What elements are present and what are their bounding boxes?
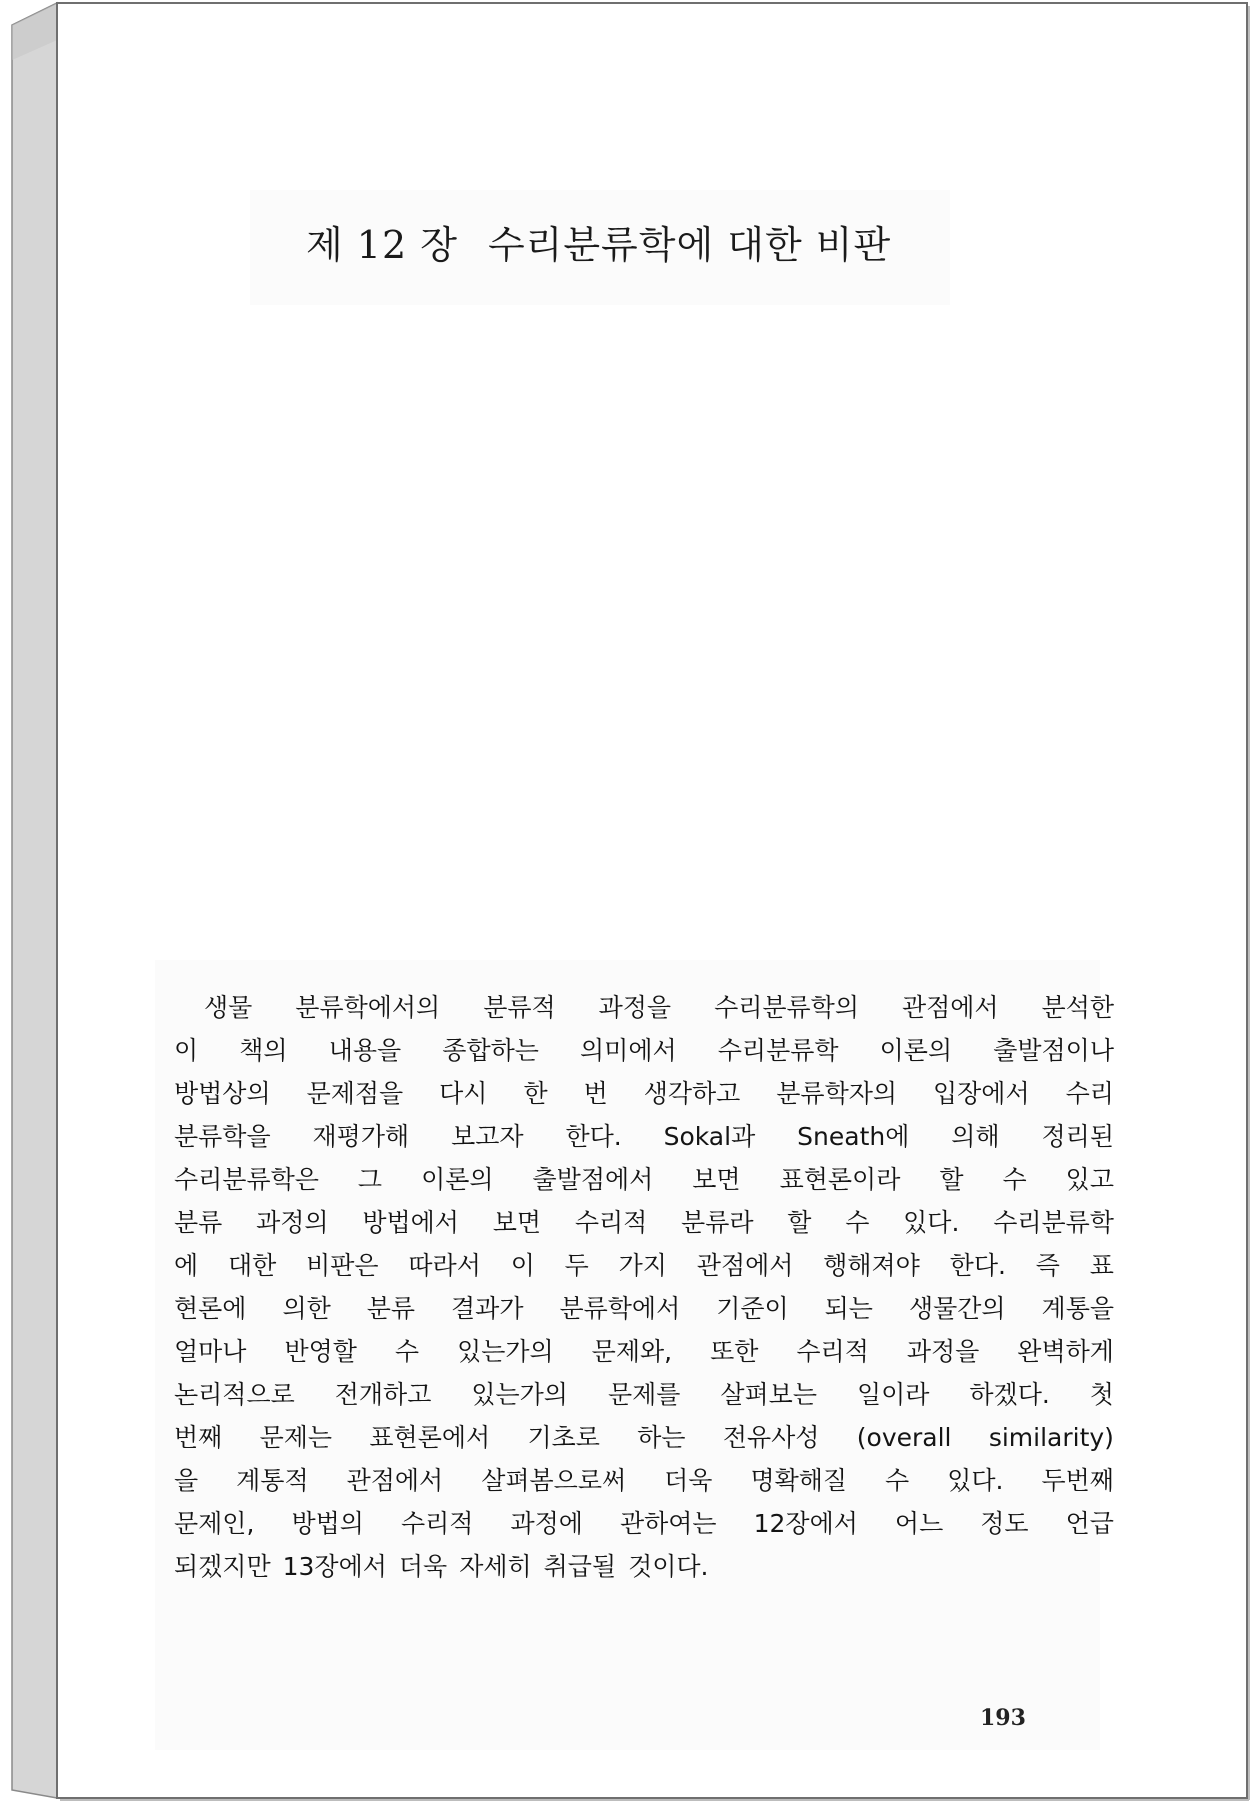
word: 취급될	[543, 1552, 617, 1581]
word: 할	[787, 1208, 812, 1237]
word: 관점에서	[696, 1251, 794, 1280]
word: 관점에서	[346, 1466, 444, 1495]
text-line	[174, 1373, 1114, 1416]
chapter-title-text: 수리분류학에 대한 비판	[487, 223, 892, 267]
word: 분류	[174, 1208, 223, 1237]
word: 문제는	[259, 1423, 333, 1452]
word: 수리분류학의	[714, 993, 859, 1022]
word: 반영할	[284, 1337, 357, 1366]
word: similarity)	[988, 1423, 1114, 1452]
word: 생물	[204, 993, 253, 1022]
word: Sokal과	[663, 1122, 756, 1151]
word: 분류적	[483, 993, 556, 1022]
word: 이론의	[879, 1036, 953, 1065]
word: 것이다.	[628, 1552, 709, 1581]
word: 번	[583, 1079, 608, 1108]
word: 완벽하게	[1017, 1337, 1114, 1366]
word: 명확해질	[750, 1466, 848, 1495]
word: 13장에서	[282, 1552, 387, 1581]
word: 수리분류학	[993, 1208, 1114, 1237]
word: 에	[174, 1251, 199, 1280]
word: 표현론에서	[369, 1423, 491, 1452]
word: 문제점을	[306, 1079, 404, 1108]
word: 과정을	[598, 993, 672, 1022]
word: 다시	[439, 1079, 488, 1108]
word: 과정의	[256, 1208, 329, 1237]
word: 하는	[637, 1423, 686, 1452]
word: Sneath에	[797, 1122, 910, 1151]
word: 분류학을	[174, 1122, 271, 1151]
word: 하겠다.	[969, 1380, 1050, 1409]
word: 분류라	[681, 1208, 754, 1237]
word: 분류학에서의	[295, 993, 441, 1022]
text-line	[174, 986, 1114, 1029]
text-line	[174, 1158, 1114, 1201]
text-line	[174, 1029, 1114, 1072]
word: 수	[394, 1337, 420, 1366]
word: 있는가의	[457, 1337, 554, 1366]
word: 계통적	[236, 1466, 309, 1495]
word: 얼마나	[174, 1337, 247, 1366]
word: 의한	[282, 1294, 331, 1323]
word: 한	[523, 1079, 548, 1108]
word: 한다.	[949, 1251, 1006, 1280]
word: 되는	[824, 1294, 873, 1323]
chapter-title	[306, 220, 1006, 270]
word: 표현론이라	[779, 1165, 901, 1194]
text-line	[174, 1416, 1114, 1459]
word: (overall	[856, 1423, 952, 1452]
word: 표	[1089, 1251, 1114, 1280]
word: 수	[1002, 1165, 1027, 1194]
word: 의미에서	[580, 1036, 677, 1065]
text-line	[174, 1201, 1114, 1244]
word: 수리분류학	[717, 1036, 839, 1065]
word: 있는가의	[471, 1380, 568, 1409]
word: 수리적	[796, 1337, 869, 1366]
text-line	[174, 1459, 1114, 1502]
word: 수	[845, 1208, 870, 1237]
word: 논리적으로	[174, 1380, 295, 1409]
word: 수리적	[400, 1509, 474, 1538]
word: 내용을	[328, 1036, 402, 1065]
word: 전개하고	[334, 1380, 432, 1409]
word: 문제와,	[591, 1337, 673, 1366]
word: 있다.	[947, 1466, 1004, 1495]
word: 수리적	[574, 1208, 648, 1237]
word: 그	[357, 1165, 383, 1194]
word: 더욱	[398, 1552, 448, 1581]
word: 두번째	[1041, 1466, 1114, 1495]
word: 한다.	[565, 1122, 622, 1151]
word: 일이라	[856, 1380, 930, 1409]
word: 분류학자의	[776, 1079, 898, 1108]
word: 보면	[492, 1208, 542, 1237]
word: 방법에서	[362, 1208, 459, 1237]
word: 어느	[894, 1509, 944, 1538]
word: 보면	[692, 1165, 741, 1194]
word: 방법상의	[174, 1079, 271, 1108]
word: 기초로	[527, 1423, 600, 1452]
word: 문제를	[607, 1380, 681, 1409]
word: 수리분류학은	[174, 1165, 319, 1194]
word: 수리	[1065, 1079, 1114, 1108]
word: 정도	[980, 1509, 1029, 1538]
word: 즉	[1035, 1251, 1060, 1280]
word: 정리된	[1041, 1122, 1114, 1151]
word: 과정에	[510, 1509, 583, 1538]
word: 보고자	[451, 1122, 524, 1151]
word: 기준이	[716, 1294, 789, 1323]
word: 언급	[1065, 1509, 1114, 1538]
word: 분류학에서	[559, 1294, 681, 1323]
word: 생물간의	[908, 1294, 1006, 1323]
word: 을	[174, 1466, 199, 1495]
chapter-label: 제 12 장	[306, 223, 458, 267]
word: 관점에서	[901, 993, 999, 1022]
word: 책의	[239, 1036, 288, 1065]
word: 할	[939, 1165, 964, 1194]
word: 분석한	[1041, 993, 1114, 1022]
word: 문제인,	[174, 1509, 255, 1538]
word: 과정을	[906, 1337, 980, 1366]
word: 현론에	[174, 1294, 247, 1323]
word: 12장에서	[753, 1509, 858, 1538]
word: 자세히	[459, 1552, 532, 1581]
word: 살펴봄으로써	[481, 1466, 627, 1495]
word: 이론의	[421, 1165, 494, 1194]
word: 종합하는	[442, 1036, 539, 1065]
text-line	[174, 1502, 1114, 1545]
word: 계통을	[1041, 1294, 1114, 1323]
word: 더욱	[664, 1466, 713, 1495]
word: 가지	[618, 1251, 667, 1280]
text-line	[174, 1072, 1114, 1115]
word: 대한	[227, 1251, 277, 1280]
word: 번째	[174, 1423, 223, 1452]
word: 출발점에서	[532, 1165, 654, 1194]
word: 입장에서	[933, 1079, 1030, 1108]
word: 방법의	[291, 1509, 364, 1538]
word: 출발점이나	[993, 1036, 1114, 1065]
word: 있다.	[903, 1208, 960, 1237]
word: 또한	[710, 1337, 759, 1366]
word: 행해져야	[823, 1251, 920, 1280]
word: 첫	[1089, 1380, 1114, 1409]
word: 수	[885, 1466, 910, 1495]
word: 비판은	[306, 1251, 379, 1280]
word: 생각하고	[643, 1079, 741, 1108]
word: 분류	[366, 1294, 416, 1323]
word: 살펴보는	[720, 1380, 817, 1409]
word: 있고	[1065, 1165, 1114, 1194]
word: 두	[564, 1251, 589, 1280]
body-paragraph	[174, 986, 1114, 1588]
page-number: 193	[980, 1705, 1026, 1731]
word: 되겠지만	[174, 1552, 271, 1581]
word: 이	[174, 1036, 199, 1065]
text-line	[174, 1330, 1114, 1373]
word: 관하여는	[619, 1509, 717, 1538]
word: 재평가해	[312, 1122, 410, 1151]
word: 전유사성	[722, 1423, 820, 1452]
word: 따라서	[408, 1251, 481, 1280]
word: 결과가	[451, 1294, 524, 1323]
text-line	[174, 1545, 1114, 1588]
text-line	[174, 1115, 1114, 1158]
text-line	[174, 1287, 1114, 1330]
text-line	[174, 1244, 1114, 1287]
word: 의해	[951, 1122, 1000, 1151]
word: 이	[510, 1251, 535, 1280]
